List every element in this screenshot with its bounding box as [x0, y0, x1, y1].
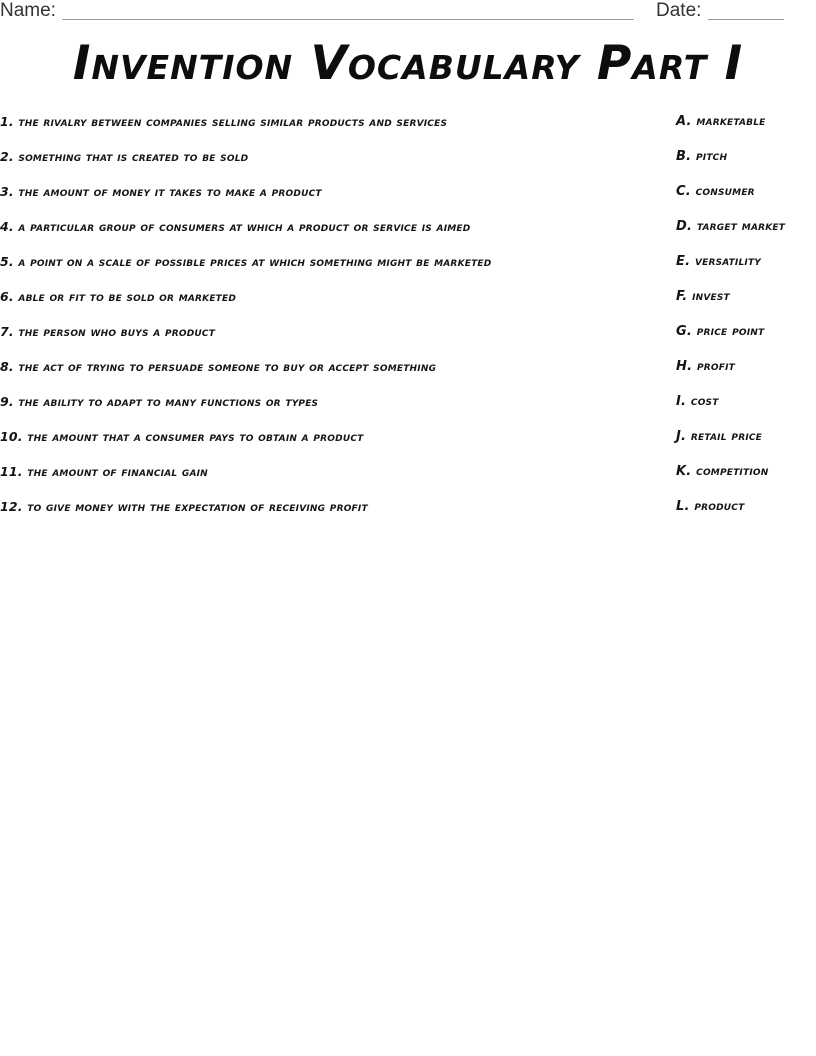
definition-item: 4. a particular group of consumers at which a product or service is aimed — [0, 219, 471, 234]
definition-item: 6. able or fit to be sold or marketed — [0, 289, 237, 304]
term-item: C. consumer — [676, 184, 755, 199]
term-item: J. retail price — [676, 429, 763, 444]
header — [0, 0, 816, 24]
term-item: E. versatility — [676, 254, 762, 269]
definition-item: 10. the amount that a consumer pays to obtain a product — [0, 429, 364, 444]
date-blank-line — [708, 19, 784, 20]
term-item: K. competition — [676, 464, 769, 479]
name-blank-line — [62, 19, 634, 20]
definition-item: 9. the ability to adapt to many functions or types — [0, 394, 319, 409]
definition-item: 11. the amount of financial gain — [0, 464, 208, 479]
vocabulary-terms-list — [676, 109, 816, 529]
date-label: Date: — [656, 0, 702, 21]
term-item: L. product — [676, 499, 745, 514]
definition-item: 2. something that is created to be sold — [0, 149, 249, 164]
term-item: D. target market — [676, 219, 786, 234]
definition-item: 8. the act of trying to persuade someone to buy or accept something — [0, 359, 437, 374]
definition-item: 7. the person who buys a product — [0, 324, 216, 339]
term-item: B. pitch — [676, 149, 728, 164]
definition-item: 1. the rivalry between companies selling similar products and services — [0, 114, 448, 129]
term-item: A. marketable — [676, 114, 766, 129]
term-item: H. profit — [676, 359, 735, 374]
definition-item: 3. the amount of money it takes to make a product — [0, 184, 322, 199]
definitions-list — [0, 109, 666, 529]
name-label: Name: — [0, 0, 56, 21]
term-item: G. price point — [676, 324, 765, 339]
definition-item: 5. a point on a scale of possible prices at which something might be marketed — [0, 254, 492, 269]
page-title: Invention Vocabulary Part I — [72, 36, 744, 91]
definition-item: 12. to give money with the expectation of receiving profit — [0, 499, 368, 514]
term-item: F. invest — [676, 289, 730, 304]
term-item: I. cost — [676, 394, 719, 409]
